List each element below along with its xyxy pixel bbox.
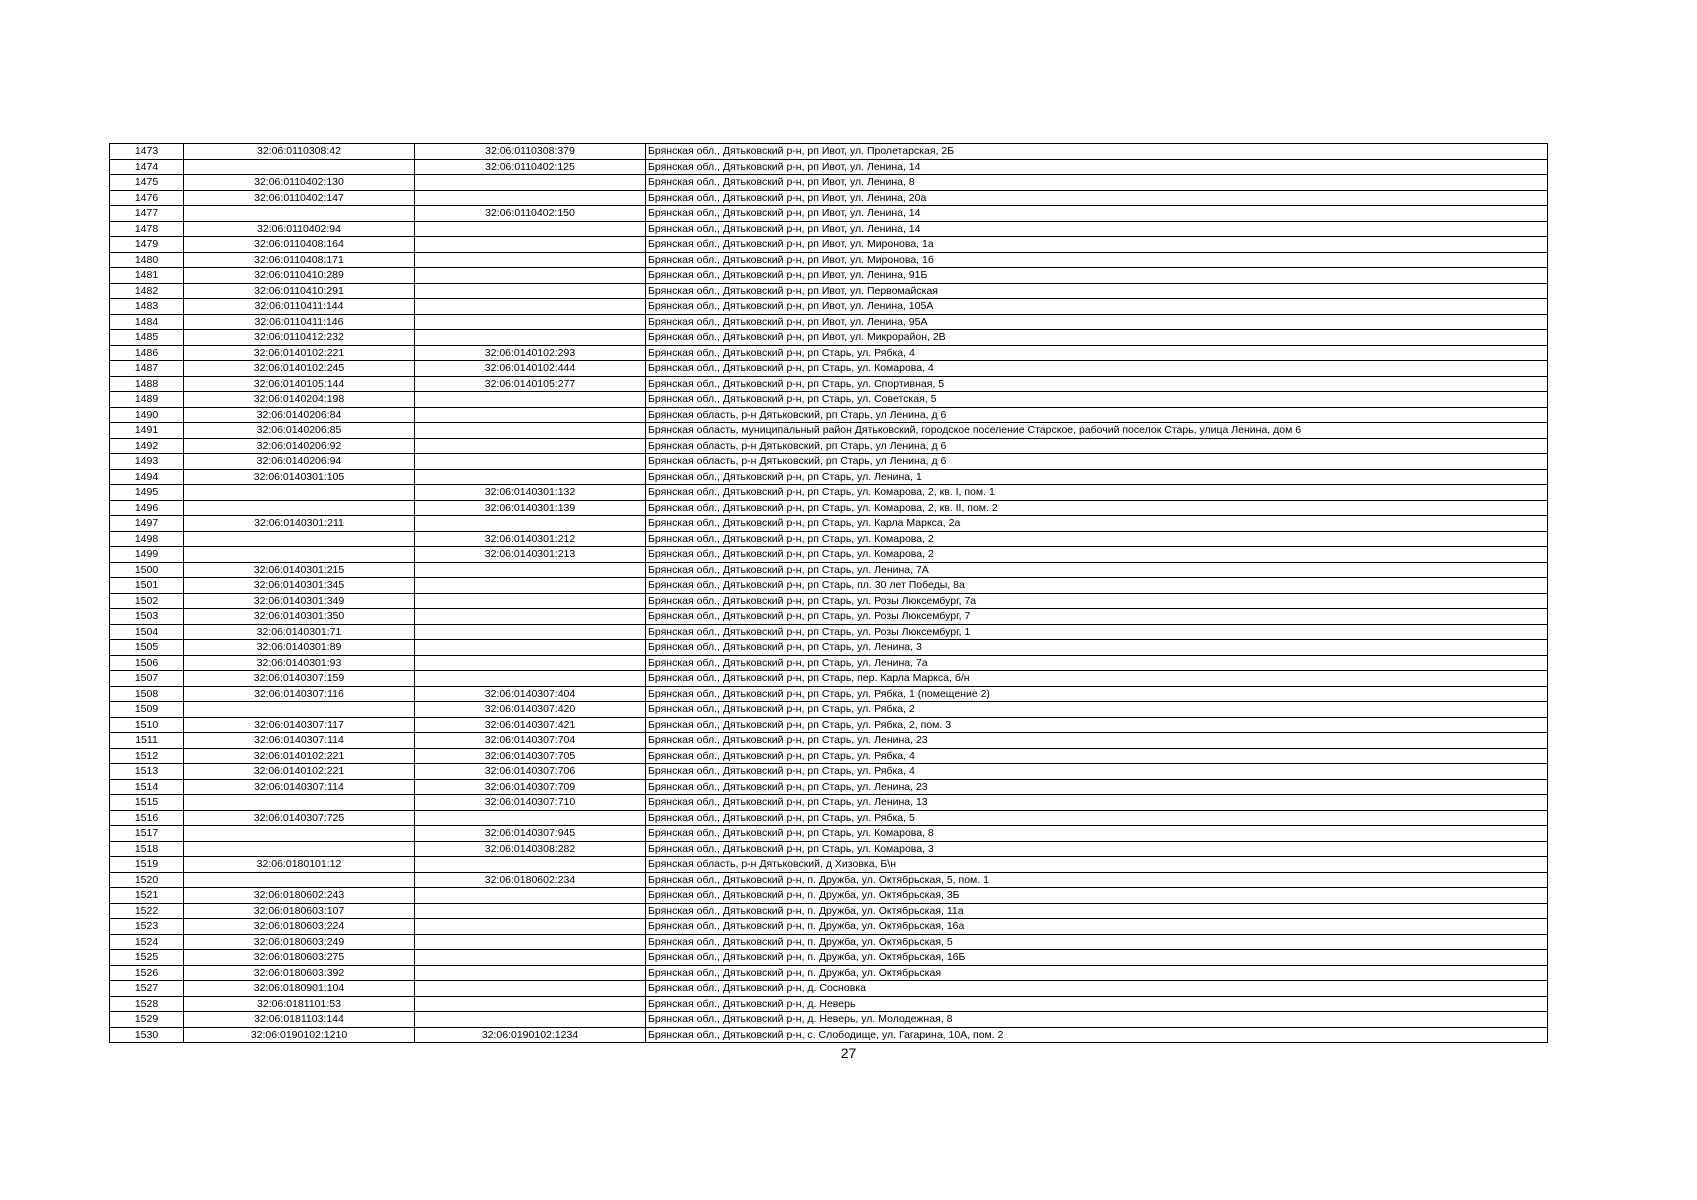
- cadastral-number-cell: 32:06:0110408:171: [184, 252, 415, 268]
- row-number-cell: 1529: [110, 1012, 184, 1028]
- address-cell: Брянская обл., Дятьковский р-н, рп Старь, ул. Спортивная, 5: [646, 376, 1548, 392]
- cadastral-number-cell: 32:06:0140206:94: [184, 454, 415, 470]
- cadastral-number-cell: [184, 485, 415, 501]
- address-cell: Брянская обл., Дятьковский р-н, с. Слободище, ул. Гагарина, 10А, пом. 2: [646, 1027, 1548, 1043]
- address-cell: Брянская обл., Дятьковский р-н, рп Старь, ул. Ленина, 7А: [646, 562, 1548, 578]
- cadastral-number-2-cell: [415, 934, 646, 950]
- cadastral-number-2-cell: [415, 562, 646, 578]
- cadastral-number-2-cell: 32:06:0140102:444: [415, 361, 646, 377]
- address-cell: Брянская обл., Дятьковский р-н, рп Старь, ул. Розы Люксембург, 7: [646, 609, 1548, 625]
- table-row: [110, 826, 1548, 842]
- table-row: [110, 950, 1548, 966]
- cadastral-number-2-cell: [415, 283, 646, 299]
- address-cell: Брянская обл., Дятьковский р-н, рп Старь, ул. Ленина, 3: [646, 640, 1548, 656]
- address-cell: Брянская обл., Дятьковский р-н, рп Старь, ул. Ленина, 7а: [646, 655, 1548, 671]
- cadastral-number-2-cell: [415, 578, 646, 594]
- table-row: [110, 361, 1548, 377]
- cadastral-number-cell: 32:06:0140307:159: [184, 671, 415, 687]
- cadastral-number-2-cell: [415, 299, 646, 315]
- row-number-cell: 1530: [110, 1027, 184, 1043]
- address-cell: Брянская обл., Дятьковский р-н, д. Сосновка: [646, 981, 1548, 997]
- cadastral-number-cell: 32:06:0110411:146: [184, 314, 415, 330]
- cadastral-number-cell: 32:06:0140301:93: [184, 655, 415, 671]
- cadastral-number-2-cell: 32:06:0140301:139: [415, 500, 646, 516]
- address-cell: Брянская обл., Дятьковский р-н, рп Старь, ул. Розы Люксембург, 7а: [646, 593, 1548, 609]
- table-row: [110, 392, 1548, 408]
- cadastral-number-2-cell: 32:06:0140102:293: [415, 345, 646, 361]
- cadastral-number-cell: 32:06:0140301:89: [184, 640, 415, 656]
- cadastral-number-cell: 32:06:0140301:71: [184, 624, 415, 640]
- address-cell: Брянская обл., Дятьковский р-н, рп Старь, ул. Ленина, 23: [646, 779, 1548, 795]
- cadastral-number-2-cell: 32:06:0110402:125: [415, 159, 646, 175]
- address-cell: Брянская обл., Дятьковский р-н, рп Ивот, ул. Пролетарская, 2Б: [646, 144, 1548, 160]
- cadastral-number-cell: 32:06:0140102:245: [184, 361, 415, 377]
- address-cell: Брянская обл., Дятьковский р-н, рп Ивот, ул. Ленина, 14: [646, 221, 1548, 237]
- cadastral-number-cell: 32:06:0110402:130: [184, 175, 415, 191]
- table-row: [110, 919, 1548, 935]
- cadastral-number-cell: 32:06:0140301:350: [184, 609, 415, 625]
- cadastral-number-2-cell: [415, 252, 646, 268]
- row-number-cell: 1496: [110, 500, 184, 516]
- cadastral-number-cell: 32:06:0140307:117: [184, 717, 415, 733]
- cadastral-number-2-cell: [415, 469, 646, 485]
- address-cell: Брянская область, р-н Дятьковский, д Хизовка, Б\н: [646, 857, 1548, 873]
- address-cell: Брянская область, р-н Дятьковский, рп Старь, ул Ленина, д 6: [646, 438, 1548, 454]
- row-number-cell: 1490: [110, 407, 184, 423]
- cadastral-number-2-cell: [415, 965, 646, 981]
- row-number-cell: 1526: [110, 965, 184, 981]
- cadastral-number-cell: [184, 206, 415, 222]
- cadastral-number-cell: 32:06:0180603:249: [184, 934, 415, 950]
- cadastral-number-2-cell: [415, 1012, 646, 1028]
- address-cell: Брянская обл., Дятьковский р-н, рп Старь, пл. 30 лет Победы, 8а: [646, 578, 1548, 594]
- address-cell: Брянская обл., Дятьковский р-н, рп Ивот, ул. Ленина, 14: [646, 159, 1548, 175]
- row-number-cell: 1480: [110, 252, 184, 268]
- table-row: [110, 345, 1548, 361]
- table-row: [110, 485, 1548, 501]
- cadastral-number-2-cell: [415, 903, 646, 919]
- registry-sheet: [109, 143, 1547, 1043]
- cadastral-number-cell: 32:06:0140206:85: [184, 423, 415, 439]
- cadastral-number-cell: 32:06:0180603:224: [184, 919, 415, 935]
- row-number-cell: 1486: [110, 345, 184, 361]
- table-row: [110, 609, 1548, 625]
- table-row: [110, 175, 1548, 191]
- cadastral-number-2-cell: 32:06:0140307:704: [415, 733, 646, 749]
- cadastral-number-2-cell: 32:06:0140307:710: [415, 795, 646, 811]
- row-number-cell: 1484: [110, 314, 184, 330]
- table-row: [110, 624, 1548, 640]
- cadastral-number-cell: 32:06:0140105:144: [184, 376, 415, 392]
- address-cell: Брянская обл., Дятьковский р-н, рп Ивот, ул. Ленина, 91Б: [646, 268, 1548, 284]
- table-row: [110, 407, 1548, 423]
- row-number-cell: 1502: [110, 593, 184, 609]
- address-cell: Брянская обл., Дятьковский р-н, рп Старь, ул. Комарова, 2, кв. I, пом. 1: [646, 485, 1548, 501]
- cadastral-number-cell: 32:06:0110412:232: [184, 330, 415, 346]
- address-cell: Брянская обл., Дятьковский р-н, рп Ивот, ул. Ленина, 20а: [646, 190, 1548, 206]
- cadastral-number-cell: [184, 826, 415, 842]
- table-row: [110, 779, 1548, 795]
- table-row: [110, 733, 1548, 749]
- table-row: [110, 562, 1548, 578]
- cadastral-number-cell: 32:06:0140204:198: [184, 392, 415, 408]
- table-row: [110, 469, 1548, 485]
- row-number-cell: 1519: [110, 857, 184, 873]
- cadastral-number-2-cell: 32:06:0140307:421: [415, 717, 646, 733]
- cadastral-number-2-cell: [415, 671, 646, 687]
- table-row: [110, 252, 1548, 268]
- cadastral-number-cell: [184, 795, 415, 811]
- address-cell: Брянская обл., Дятьковский р-н, рп Старь, ул. Розы Люксембург, 1: [646, 624, 1548, 640]
- cadastral-number-cell: 32:06:0180603:107: [184, 903, 415, 919]
- table-row: [110, 640, 1548, 656]
- row-number-cell: 1521: [110, 888, 184, 904]
- address-cell: Брянская обл., Дятьковский р-н, п. Дружба, ул. Октябрьская, 16Б: [646, 950, 1548, 966]
- cadastral-number-2-cell: [415, 640, 646, 656]
- cadastral-number-cell: 32:06:0110411:144: [184, 299, 415, 315]
- address-cell: Брянская обл., Дятьковский р-н, рп Ивот, ул. Микрорайон, 2В: [646, 330, 1548, 346]
- address-cell: Брянская обл., Дятьковский р-н, рп Старь, ул. Рябка, 1 (помещение 2): [646, 686, 1548, 702]
- row-number-cell: 1483: [110, 299, 184, 315]
- table-row: [110, 423, 1548, 439]
- table-row: [110, 237, 1548, 253]
- address-cell: Брянская обл., Дятьковский р-н, рп Ивот, ул. Первомайская: [646, 283, 1548, 299]
- address-cell: Брянская обл., Дятьковский р-н, рп Старь, ул. Рябка, 2, пом. 3: [646, 717, 1548, 733]
- cadastral-number-cell: 32:06:0140102:221: [184, 764, 415, 780]
- cadastral-number-2-cell: [415, 268, 646, 284]
- table-row: [110, 888, 1548, 904]
- table-row: [110, 671, 1548, 687]
- address-cell: Брянская обл., Дятьковский р-н, рп Старь, ул. Ленина, 1: [646, 469, 1548, 485]
- table-row: [110, 314, 1548, 330]
- table-row: [110, 996, 1548, 1012]
- cadastral-number-2-cell: [415, 981, 646, 997]
- row-number-cell: 1507: [110, 671, 184, 687]
- cadastral-number-2-cell: [415, 857, 646, 873]
- cadastral-number-2-cell: [415, 423, 646, 439]
- address-cell: Брянская обл., Дятьковский р-н, рп Старь, ул. Рябка, 2: [646, 702, 1548, 718]
- row-number-cell: 1491: [110, 423, 184, 439]
- cadastral-number-cell: [184, 547, 415, 563]
- row-number-cell: 1514: [110, 779, 184, 795]
- row-number-cell: 1489: [110, 392, 184, 408]
- address-cell: Брянская область, р-н Дятьковский, рп Старь, ул Ленина, д 6: [646, 454, 1548, 470]
- address-cell: Брянская обл., Дятьковский р-н, п. Дружба, ул. Октябрьская, 5, пом. 1: [646, 872, 1548, 888]
- row-number-cell: 1524: [110, 934, 184, 950]
- cadastral-number-2-cell: 32:06:0140307:709: [415, 779, 646, 795]
- cadastral-number-2-cell: [415, 950, 646, 966]
- row-number-cell: 1499: [110, 547, 184, 563]
- cadastral-number-cell: 32:06:0190102:1210: [184, 1027, 415, 1043]
- cadastral-number-cell: 32:06:0140206:92: [184, 438, 415, 454]
- cadastral-number-cell: 32:06:0110402:147: [184, 190, 415, 206]
- row-number-cell: 1505: [110, 640, 184, 656]
- table-row: [110, 206, 1548, 222]
- cadastral-number-cell: 32:06:0140307:116: [184, 686, 415, 702]
- cadastral-number-2-cell: [415, 407, 646, 423]
- row-number-cell: 1487: [110, 361, 184, 377]
- cadastral-number-2-cell: 32:06:0140301:132: [415, 485, 646, 501]
- table-row: [110, 438, 1548, 454]
- table-row: [110, 872, 1548, 888]
- cadastral-number-2-cell: 32:06:0140105:277: [415, 376, 646, 392]
- row-number-cell: 1497: [110, 516, 184, 532]
- row-number-cell: 1475: [110, 175, 184, 191]
- cadastral-number-2-cell: [415, 810, 646, 826]
- table-row: [110, 578, 1548, 594]
- address-cell: Брянская обл., Дятьковский р-н, рп Старь, пер. Карла Маркса, б/н: [646, 671, 1548, 687]
- row-number-cell: 1479: [110, 237, 184, 253]
- table-row: [110, 299, 1548, 315]
- table-row: [110, 810, 1548, 826]
- row-number-cell: 1494: [110, 469, 184, 485]
- table-row: [110, 376, 1548, 392]
- row-number-cell: 1492: [110, 438, 184, 454]
- cadastral-number-cell: 32:06:0110402:94: [184, 221, 415, 237]
- cadastral-number-2-cell: 32:06:0140307:420: [415, 702, 646, 718]
- cadastral-number-cell: 32:06:0140102:221: [184, 748, 415, 764]
- row-number-cell: 1508: [110, 686, 184, 702]
- table-row: [110, 795, 1548, 811]
- cadastral-number-cell: 32:06:0181103:144: [184, 1012, 415, 1028]
- address-cell: Брянская обл., Дятьковский р-н, рп Старь, ул. Ленина, 13: [646, 795, 1548, 811]
- row-number-cell: 1515: [110, 795, 184, 811]
- registry-table: [109, 143, 1548, 1043]
- row-number-cell: 1511: [110, 733, 184, 749]
- table-row: [110, 717, 1548, 733]
- table-row: [110, 934, 1548, 950]
- address-cell: Брянская обл., Дятьковский р-н, рп Старь, ул. Советская, 5: [646, 392, 1548, 408]
- address-cell: Брянская обл., Дятьковский р-н, рп Ивот, ул. Миронова, 1б: [646, 252, 1548, 268]
- address-cell: Брянская область, муниципальный район Дятьковский, городское поселение Старское, рабочий поселок Старь, улица Ленина, дом 6: [646, 423, 1548, 439]
- cadastral-number-2-cell: [415, 454, 646, 470]
- cadastral-number-2-cell: 32:06:0180602:234: [415, 872, 646, 888]
- page-number: 27: [840, 1045, 857, 1061]
- table-row: [110, 190, 1548, 206]
- table-row: [110, 330, 1548, 346]
- cadastral-number-cell: 32:06:0140307:114: [184, 779, 415, 795]
- cadastral-number-cell: 32:06:0140301:105: [184, 469, 415, 485]
- address-cell: Брянская обл., Дятьковский р-н, рп Старь, ул. Рябка, 4: [646, 748, 1548, 764]
- cadastral-number-2-cell: [415, 330, 646, 346]
- address-cell: Брянская область, р-н Дятьковский, рп Старь, ул Ленина, д 6: [646, 407, 1548, 423]
- cadastral-number-2-cell: [415, 593, 646, 609]
- cadastral-number-2-cell: [415, 237, 646, 253]
- address-cell: Брянская обл., Дятьковский р-н, п. Дружба, ул. Октябрьская, 11а: [646, 903, 1548, 919]
- cadastral-number-2-cell: [415, 609, 646, 625]
- cadastral-number-cell: 32:06:0180603:275: [184, 950, 415, 966]
- cadastral-number-cell: [184, 531, 415, 547]
- row-number-cell: 1506: [110, 655, 184, 671]
- cadastral-number-2-cell: [415, 438, 646, 454]
- row-number-cell: 1498: [110, 531, 184, 547]
- row-number-cell: 1488: [110, 376, 184, 392]
- table-row: [110, 903, 1548, 919]
- address-cell: Брянская обл., Дятьковский р-н, рп Старь, ул. Комарова, 4: [646, 361, 1548, 377]
- cadastral-number-2-cell: [415, 655, 646, 671]
- cadastral-number-cell: 32:06:0180101:12: [184, 857, 415, 873]
- row-number-cell: 1474: [110, 159, 184, 175]
- row-number-cell: 1482: [110, 283, 184, 299]
- cadastral-number-cell: 32:06:0180603:392: [184, 965, 415, 981]
- table-row: [110, 500, 1548, 516]
- registry-table-body: [110, 144, 1548, 1043]
- address-cell: Брянская обл., Дятьковский р-н, рп Старь, ул. Рябка, 4: [646, 764, 1548, 780]
- row-number-cell: 1520: [110, 872, 184, 888]
- cadastral-number-cell: 32:06:0140102:221: [184, 345, 415, 361]
- table-row: [110, 841, 1548, 857]
- table-row: [110, 283, 1548, 299]
- table-row: [110, 764, 1548, 780]
- row-number-cell: 1523: [110, 919, 184, 935]
- cadastral-number-2-cell: [415, 996, 646, 1012]
- row-number-cell: 1493: [110, 454, 184, 470]
- address-cell: Брянская обл., Дятьковский р-н, рп Ивот, ул. Ленина, 95А: [646, 314, 1548, 330]
- cadastral-number-cell: 32:06:0140206:84: [184, 407, 415, 423]
- cadastral-number-2-cell: 32:06:0140308:282: [415, 841, 646, 857]
- row-number-cell: 1528: [110, 996, 184, 1012]
- cadastral-number-2-cell: [415, 190, 646, 206]
- row-number-cell: 1501: [110, 578, 184, 594]
- row-number-cell: 1477: [110, 206, 184, 222]
- cadastral-number-2-cell: [415, 175, 646, 191]
- cadastral-number-2-cell: 32:06:0140307:404: [415, 686, 646, 702]
- row-number-cell: 1509: [110, 702, 184, 718]
- address-cell: Брянская обл., Дятьковский р-н, рп Старь, ул. Рябка, 5: [646, 810, 1548, 826]
- cadastral-number-2-cell: 32:06:0140307:705: [415, 748, 646, 764]
- row-number-cell: 1503: [110, 609, 184, 625]
- address-cell: Брянская обл., Дятьковский р-н, рп Ивот, ул. Ленина, 14: [646, 206, 1548, 222]
- row-number-cell: 1504: [110, 624, 184, 640]
- address-cell: Брянская обл., Дятьковский р-н, рп Старь, ул. Рябка, 4: [646, 345, 1548, 361]
- row-number-cell: 1495: [110, 485, 184, 501]
- address-cell: Брянская обл., Дятьковский р-н, рп Старь, ул. Комарова, 2, кв. II, пом. 2: [646, 500, 1548, 516]
- address-cell: Брянская обл., Дятьковский р-н, рп Старь, ул. Комарова, 2: [646, 547, 1548, 563]
- cadastral-number-cell: 32:06:0110408:164: [184, 237, 415, 253]
- row-number-cell: 1516: [110, 810, 184, 826]
- cadastral-number-2-cell: [415, 624, 646, 640]
- row-number-cell: 1481: [110, 268, 184, 284]
- address-cell: Брянская обл., Дятьковский р-н, п. Дружба, ул. Октябрьская, 5: [646, 934, 1548, 950]
- row-number-cell: 1476: [110, 190, 184, 206]
- address-cell: Брянская обл., Дятьковский р-н, рп Старь, ул. Комарова, 2: [646, 531, 1548, 547]
- cadastral-number-2-cell: [415, 516, 646, 532]
- cadastral-number-cell: 32:06:0140307:114: [184, 733, 415, 749]
- table-row: [110, 593, 1548, 609]
- row-number-cell: 1517: [110, 826, 184, 842]
- cadastral-number-2-cell: [415, 919, 646, 935]
- cadastral-number-cell: 32:06:0180602:243: [184, 888, 415, 904]
- row-number-cell: 1512: [110, 748, 184, 764]
- address-cell: Брянская обл., Дятьковский р-н, рп Ивот, ул. Миронова, 1а: [646, 237, 1548, 253]
- table-row: [110, 221, 1548, 237]
- address-cell: Брянская обл., Дятьковский р-н, д. Неверь: [646, 996, 1548, 1012]
- row-number-cell: 1500: [110, 562, 184, 578]
- address-cell: Брянская обл., Дятьковский р-н, п. Дружба, ул. Октябрьская, 16а: [646, 919, 1548, 935]
- table-row: [110, 454, 1548, 470]
- row-number-cell: 1525: [110, 950, 184, 966]
- cadastral-number-2-cell: 32:06:0190102:1234: [415, 1027, 646, 1043]
- table-row: [110, 268, 1548, 284]
- cadastral-number-2-cell: [415, 888, 646, 904]
- table-row: [110, 144, 1548, 160]
- cadastral-number-2-cell: 32:06:0110402:150: [415, 206, 646, 222]
- row-number-cell: 1510: [110, 717, 184, 733]
- cadastral-number-2-cell: 32:06:0140301:213: [415, 547, 646, 563]
- cadastral-number-2-cell: [415, 392, 646, 408]
- table-row: [110, 159, 1548, 175]
- address-cell: Брянская обл., Дятьковский р-н, п. Дружба, ул. Октябрьская, 3Б: [646, 888, 1548, 904]
- address-cell: Брянская обл., Дятьковский р-н, рп Ивот, ул. Ленина, 105А: [646, 299, 1548, 315]
- cadastral-number-cell: 32:06:0110410:291: [184, 283, 415, 299]
- cadastral-number-2-cell: 32:06:0110308:379: [415, 144, 646, 160]
- table-row: [110, 655, 1548, 671]
- cadastral-number-2-cell: 32:06:0140301:212: [415, 531, 646, 547]
- table-row: [110, 748, 1548, 764]
- address-cell: Брянская обл., Дятьковский р-н, п. Дружба, ул. Октябрьская: [646, 965, 1548, 981]
- cadastral-number-2-cell: [415, 221, 646, 237]
- address-cell: Брянская обл., Дятьковский р-н, рп Старь, ул. Карла Маркса, 2а: [646, 516, 1548, 532]
- cadastral-number-cell: [184, 500, 415, 516]
- row-number-cell: 1473: [110, 144, 184, 160]
- table-row: [110, 857, 1548, 873]
- row-number-cell: 1485: [110, 330, 184, 346]
- cadastral-number-cell: 32:06:0140301:211: [184, 516, 415, 532]
- address-cell: Брянская обл., Дятьковский р-н, рп Старь, ул. Ленина, 23: [646, 733, 1548, 749]
- table-row: [110, 686, 1548, 702]
- address-cell: Брянская обл., Дятьковский р-н, рп Ивот, ул. Ленина, 8: [646, 175, 1548, 191]
- cadastral-number-cell: [184, 702, 415, 718]
- table-row: [110, 965, 1548, 981]
- cadastral-number-cell: 32:06:0180901:104: [184, 981, 415, 997]
- table-row: [110, 702, 1548, 718]
- cadastral-number-cell: 32:06:0181101:53: [184, 996, 415, 1012]
- table-row: [110, 516, 1548, 532]
- cadastral-number-2-cell: 32:06:0140307:945: [415, 826, 646, 842]
- cadastral-number-cell: 32:06:0140301:349: [184, 593, 415, 609]
- table-row: [110, 1012, 1548, 1028]
- cadastral-number-cell: [184, 872, 415, 888]
- cadastral-number-cell: 32:06:0140301:215: [184, 562, 415, 578]
- table-row: [110, 981, 1548, 997]
- row-number-cell: 1513: [110, 764, 184, 780]
- cadastral-number-cell: 32:06:0110308:42: [184, 144, 415, 160]
- row-number-cell: 1522: [110, 903, 184, 919]
- cadastral-number-2-cell: [415, 314, 646, 330]
- cadastral-number-cell: 32:06:0140307:725: [184, 810, 415, 826]
- cadastral-number-cell: 32:06:0110410:289: [184, 268, 415, 284]
- table-row: [110, 531, 1548, 547]
- row-number-cell: 1478: [110, 221, 184, 237]
- address-cell: Брянская обл., Дятьковский р-н, рп Старь, ул. Комарова, 3: [646, 841, 1548, 857]
- address-cell: Брянская обл., Дятьковский р-н, д. Неверь, ул. Молодежная, 8: [646, 1012, 1548, 1028]
- cadastral-number-cell: [184, 159, 415, 175]
- table-row: [110, 1027, 1548, 1043]
- row-number-cell: 1527: [110, 981, 184, 997]
- cadastral-number-cell: 32:06:0140301:345: [184, 578, 415, 594]
- cadastral-number-2-cell: 32:06:0140307:706: [415, 764, 646, 780]
- cadastral-number-cell: [184, 841, 415, 857]
- table-row: [110, 547, 1548, 563]
- row-number-cell: 1518: [110, 841, 184, 857]
- address-cell: Брянская обл., Дятьковский р-н, рп Старь, ул. Комарова, 8: [646, 826, 1548, 842]
